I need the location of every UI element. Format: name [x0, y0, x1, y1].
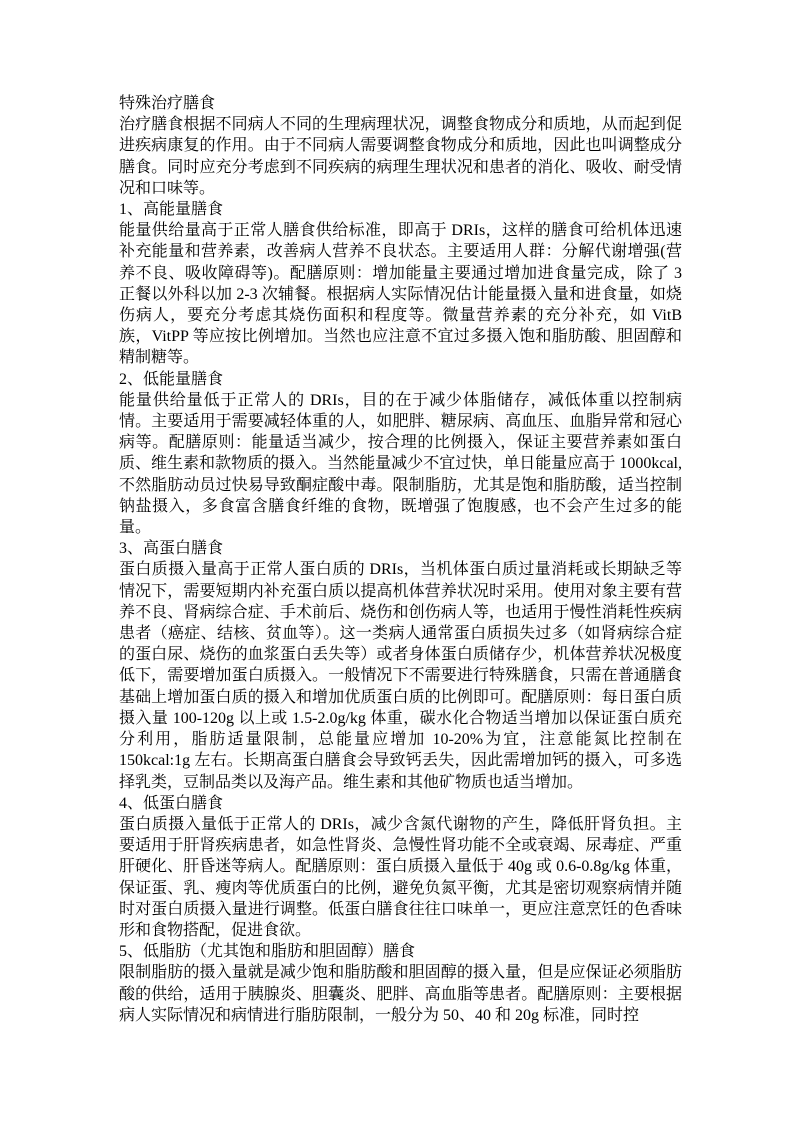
document-paragraph: 蛋白质摄入量高于正常人蛋白质的 DRIs，当机体蛋白质过量消耗或长期缺乏等情况下，需要短期内补充蛋白质以提高机体营养状况时采用。使用对象主要有营养不良、肾病综合症、手术前后、烧伤和创伤病人等，也适用于慢性消耗性疾病患者（癌症、结核、贫血等）。这一类病人通常蛋白质损失过多（如肾病综合症的蛋白尿、烧伤的血浆蛋白丢失等）或者身体蛋白质储存少，机体营养状况极度低下，需要增加蛋白质摄入。一般情况下不需要进行特殊膳食，只需在普通膳食基础上增加蛋白质的摄入和增加优质蛋白质的比例即可。配膳原则：每日蛋白质摄入量 100-120g 以上或 1.5-2.0g/kg 体重，碳水化合物适当增加以保证蛋白质充分利用，脂肪适量限制，总能量应增加 10-20%为宜，注意能氮比控制在 150kcal:1g 左右。长期高蛋白膳食会导致钙丢失，因此需增加钙的摄入，可多选择乳类，豆制品类以及海产品。维生素和其他矿物质也适当增加。	[119, 561, 682, 791]
section-heading: 5、低脂肪（尤其饱和脂肪和胆固醇）膳食	[119, 943, 416, 961]
document-title: 特殊治疗膳食	[119, 95, 216, 112]
document-paragraph: 蛋白质摄入量低于正常人的 DRIs，减少含氮代谢物的产生，降低肝肾负担。主要适用于肝肾疾病患者，如急性肾炎、急慢性肾功能不全或衰竭、尿毒症、严重肝硬化、肝昏迷等病人。配膳原则：蛋白质摄入量低于 40g 或 0.6-0.8g/kg 体重，保证蛋、乳、瘦肉等优质蛋白的比例，避免负氮平衡，尤其是密切观察病情并随时对蛋白质摄入量进行调整。低蛋白膳食往往口味单一，更应注意烹饪的色香味形和食物搭配，促进食欲。	[119, 815, 682, 939]
document-body	[119, 93, 682, 1026]
section-heading: 1、高能量膳食	[119, 201, 224, 219]
document-paragraph: 限制脂肪的摄入量就是减少饱和脂肪酸和胆固醇的摄入量，但是应保证必须脂肪酸的供给，适用于胰腺炎、胆囊炎、肥胖、高血脂等患者。配膳原则：主要根据病人实际情况和病情进行脂肪限制，一般分为 50、40 和 20g 标准，同时控	[119, 964, 682, 1024]
section-heading: 3、高蛋白膳食	[119, 540, 224, 558]
section-heading: 2、低能量膳食	[119, 370, 224, 388]
section-heading: 4、低蛋白膳食	[119, 794, 224, 812]
document-paragraph: 治疗膳食根据不同病人不同的生理病理状况，调整食物成分和质地，从而起到促进疾病康复的作用。由于不同病人需要调整食物成分和质地，因此也叫调整成分膳食。同时应充分考虑到不同疾病的病理生理状况和患者的消化、吸收、耐受情况和口味等。	[119, 116, 682, 197]
document-paragraph: 能量供给量高于正常人膳食供给标准，即高于 DRIs，这样的膳食可给机体迅速补充能量和营养素，改善病人营养不良状态。主要适用人群：分解代谢增强(营养不良、吸收障碍等)。配膳原则：增加能量主要通过增加进食量完成，除了 3 正餐以外科以加 2-3 次辅餐。根据病人实际情况估计能量摄入量和进食量，如烧伤病人，要充分考虑其烧伤面积和程度等。微量营养素的充分补充，如 VitB 族，VitPP 等应按比例增加。当然也应注意不宜过多摄入饱和脂肪酸、胆固醇和精制糖等。	[119, 222, 682, 367]
document-blocks	[119, 114, 682, 1026]
document-paragraph: 能量供给量低于正常人的 DRIs，目的在于减少体脂储存，减低体重以控制病情。主要适用于需要减轻体重的人，如肥胖、糖尿病、高血压、血脂异常和冠心病等。配膳原则：能量适当减少，按合理的比例摄入，保证主要营养素如蛋白质、维生素和款物质的摄入。当然能量减少不宜过快，单日能量应高于 1000kcal,不然脂肪动员过快易导致酮症酸中毒。限制脂肪，尤其是饱和脂肪酸，适当控制钠盐摄入，多食富含膳食纤维的食物，既增强了饱腹感，也不会产生过多的能量。	[119, 391, 682, 537]
